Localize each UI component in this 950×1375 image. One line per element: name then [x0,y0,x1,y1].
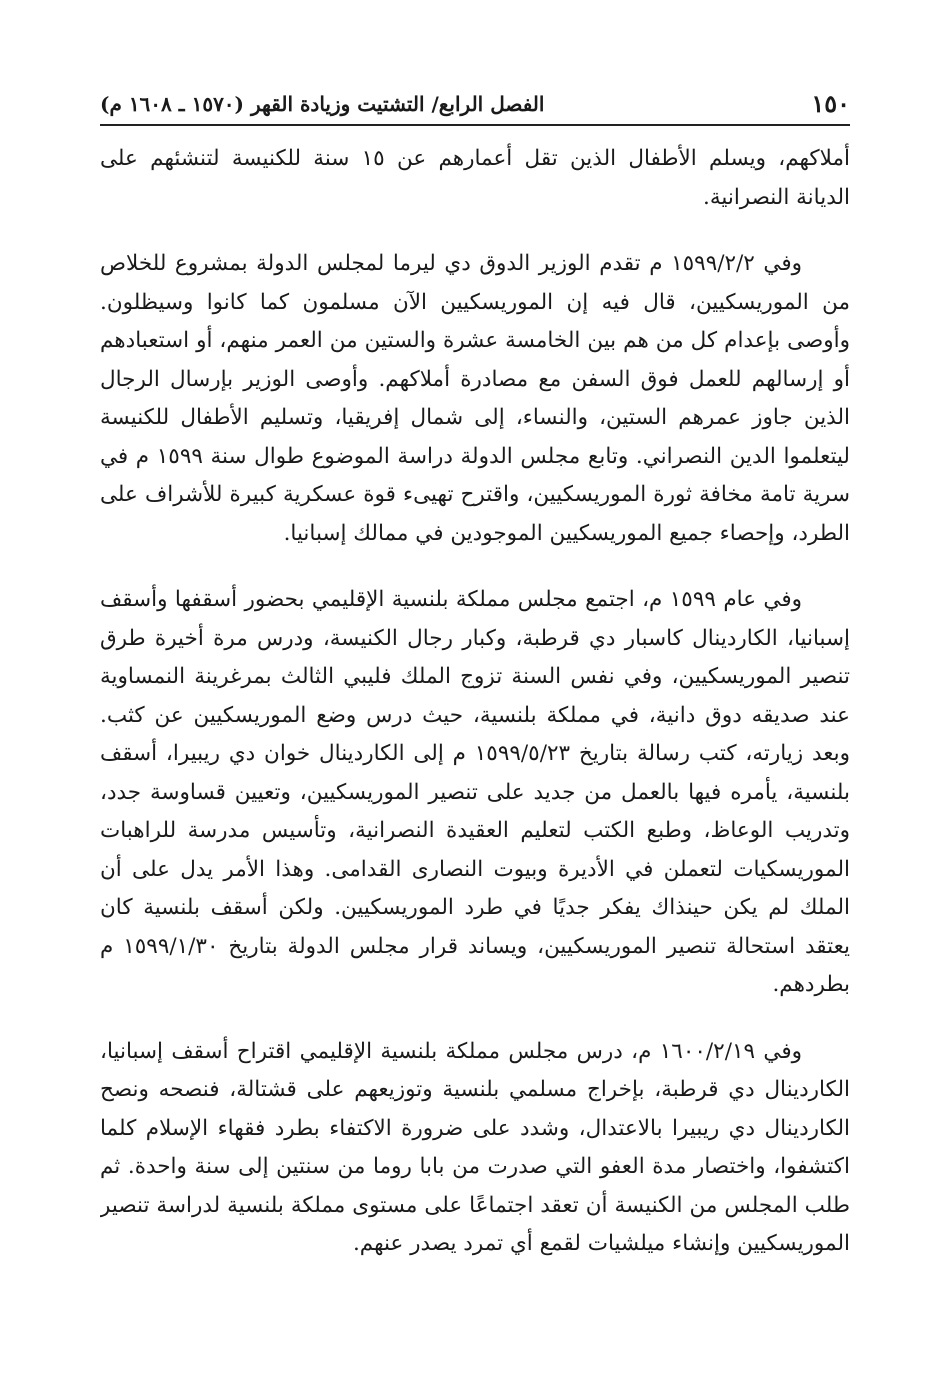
chapter-title: الفصل الرابع/ التشتيت وزيادة القهر (١٥٧٠ ـ ١٦٠٨ م) [100,92,545,116]
running-header [100,78,850,126]
paragraph-lerma-proposal: وفي ١٥٩٩/٢/٢ م تقدم الوزير الدوق دي ليرما لمجلس الدولة بمشروع للخلاص من الموريسكيين، قال فيه إن الموريسكيين الآن مسلمون كما كانوا وسيظلون. وأوصى بإعدام كل من هم بين الخامسة عشرة والستين من العمر منهم، أو استعبادهم أو إرسالهم للعمل فوق السفن مع مصادرة أملاكهم. وأوصى الوزير بإرسال الرجال الذين جاوز عمرهم الستين، والنساء، إلى شمال إفريقيا، وتسليم الأطفال للكنيسة ليتعلموا الدين النصراني. وتابع مجلس الدولة دراسة الموضوع طوال سنة ١٥٩٩ م في سرية تامة مخافة ثورة الموريسكيين، واقترح تهيىء قوة عسكرية كبيرة للأشراف على الطرد، وإحصاء جميع الموريسكيين الموجودين في ممالك إسبانيا. [100,251,850,546]
page-number: ١٥٠ [811,89,850,118]
paragraph-continuation: أملاكهم، ويسلم الأطفال الذين تقل أعمارهم عن ١٥ سنة للكنيسة لتنشئهم على الديانة النصرانية. [100,146,850,210]
body-text [100,140,850,1264]
paragraph-valencia-council-1600: وفي ١٦٠٠/٢/١٩ م، درس مجلس مملكة بلنسية الإقليمي اقتراح أسقف إسبانيا، الكاردينال دي قرطبة، بإخراج مسلمي بلنسية وتوزيعهم على قشتالة، فنصحه ونصح الكاردينال دي ريبيرا بالاعتدال، وشدد على ضرورة الاكتفاء بطرد فقهاء الإسلام كلما اكتشفوا، واختصار مدة العفو التي صدرت من بابا روما من سنتين إلى سنة واحدة. ثم طلب المجلس من الكنيسة أن تعقد اجتماعًا على مستوى مملكة بلنسية لدراسة تنصير الموريسكيين وإنشاء ميلشيات لقمع أي تمرد يصدر عنهم. [100,1038,850,1256]
book-page [100,78,850,1338]
paragraph-valencia-council-1599: وفي عام ١٥٩٩ م، اجتمع مجلس مملكة بلنسية الإقليمي بحضور أسقفها وأسقف إسبانيا، الكاردينال كاسبار دي قرطبة، وكبار رجال الكنيسة، ودرس مرة أخيرة طرق تنصير الموريسكيين، وفي نفس السنة تزوج الملك فليبي الثالث بمرغرينة النمساوية عند صديقه دوق دانية، في مملكة بلنسية، حيث درس وضع الموريسكيين عن كثب. وبعد زيارته، كتب رسالة بتاريخ ١٥٩٩/٥/٢٣ م إلى الكاردينال خوان دي ريبيرا، أسقف بلنسية، يأمره فيها بالعمل من جديد على تنصير الموريسكيين، وتعيين قساوسة جدد، وتدريب الوعاظ، وطبع الكتب لتعليم العقيدة النصرانية، وتأسيس مدرسة للراهبات الموريسكيات لتعملن في الأديرة وبيوت النصارى القدامى. وهذا الأمر يدل على أن الملك لم يكن حينذاك يفكر جديًا في طرد الموريسكيين. ولكن أسقف بلنسية كان يعتقد استحالة تنصير الموريسكيين، ويساند قرار مجلس الدولة بتاريخ ١٥٩٩/١/٣٠ م بطردهم. [100,587,850,997]
